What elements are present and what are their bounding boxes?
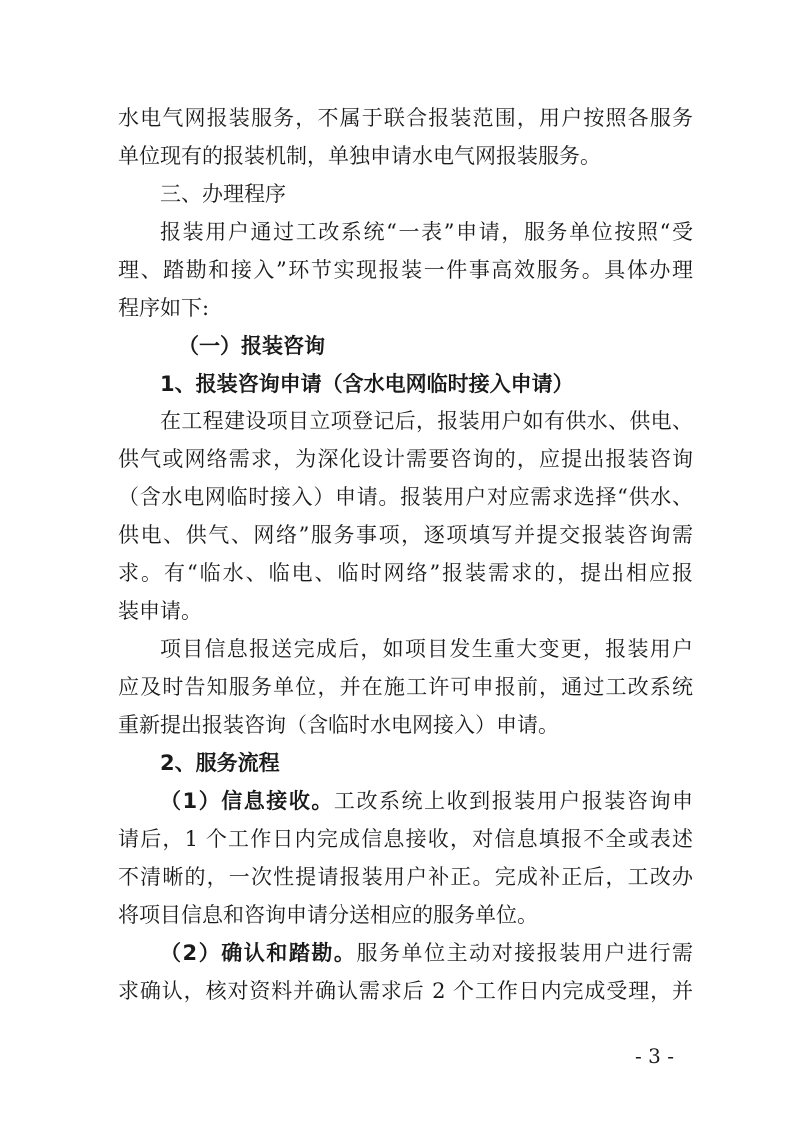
step-1-label: （1）信息接收。 xyxy=(160,789,334,813)
section-intro-line-1: 报装用户通过工改系统“一表”申请，服务单位按照“受 xyxy=(160,220,693,244)
section-intro-line-2: 理、踏勘和接入”环节实现报装一件事高效服务。具体办理 xyxy=(118,258,693,282)
para-1-line-2: 供气或网络需求，为深化设计需要咨询的，应提出报装咨询 xyxy=(118,447,693,471)
para-2-line-3: 重新提出报装咨询（含临时水电网接入）申请。 xyxy=(118,713,559,737)
step-2-label: （2）确认和踏勘。 xyxy=(160,941,357,965)
para-1-line-3: （含水电网临时接入）申请。报装用户对应需求选择“供水、 xyxy=(118,485,693,509)
item-heading-1: 1、报装咨询申请（含水电网临时接入申请） xyxy=(160,372,574,396)
para-1-line-1: 在工程建设项目立项登记后，报装用户如有供水、供电、 xyxy=(160,409,693,433)
step-2-line-2: 求确认，核对资料并确认需求后 2 个工作日内完成受理，并 xyxy=(118,979,693,1003)
para-1-line-6: 装申请。 xyxy=(118,599,202,623)
step-1-line-3: 不清晰的，一次性提请报装用户补正。完成补正后，工改办 xyxy=(118,865,693,889)
step-2-text: 服务单位主动对接报装用户进行需 xyxy=(356,941,693,965)
step-1-line-2: 请后，1 个工作日内完成信息接收，对信息填报不全或表述 xyxy=(118,827,693,851)
para-2-line-1: 项目信息报送完成后，如项目发生重大变更，报装用户 xyxy=(160,637,693,661)
step-1-line-4: 将项目信息和咨询申请分送相应的服务单位。 xyxy=(118,903,538,927)
intro-line-1: 水电气网报装服务，不属于联合报装范围，用户按照各服务 xyxy=(118,106,693,130)
para-2-line-2: 应及时告知服务单位，并在施工许可申报前，通过工改系统 xyxy=(118,675,693,699)
intro-line-2: 单位现有的报装机制，单独申请水电气网报装服务。 xyxy=(118,144,601,168)
page-number: - 3 - xyxy=(635,1044,674,1068)
section-intro-line-3: 程序如下: xyxy=(118,296,210,320)
para-1-line-5: 求。有“临水、临电、临时网络”报装需求的，提出相应报 xyxy=(118,561,693,585)
para-1-line-4: 供电、供气、网络”服务事项，逐项填写并提交报装咨询需 xyxy=(118,523,693,547)
step-1-text: 工改系统上收到报装用户报装咨询申 xyxy=(333,789,693,813)
sub-heading-1: （一）报装咨询 xyxy=(178,334,325,358)
step-2-line-1 xyxy=(160,938,693,968)
item-heading-2: 2、服务流程 xyxy=(160,751,280,775)
section-heading: 三、办理程序 xyxy=(160,182,286,206)
step-1-line-1 xyxy=(160,786,693,816)
